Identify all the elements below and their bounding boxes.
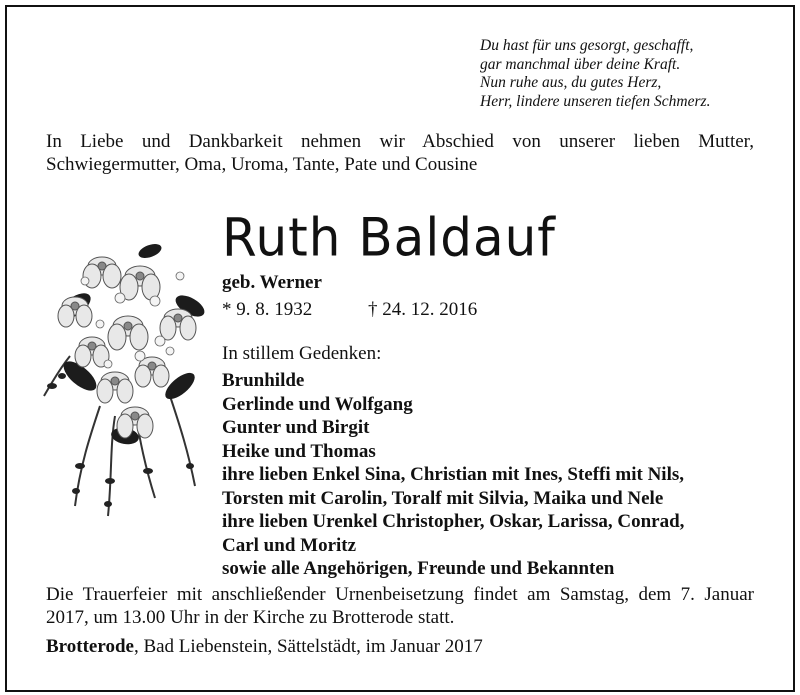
death-date: † 24. 12. 2016: [368, 299, 478, 320]
maiden-name: geb. Werner: [222, 272, 322, 293]
mourner-line: Torsten mit Carolin, Toralf mit Silvia, Maika und Nele: [222, 487, 664, 509]
place-date-line: [46, 636, 483, 658]
mourner-line: Heike und Thomas: [222, 440, 376, 462]
intro-text: In Liebe und Dankbarkeit nehmen wir Abschied von unserer lieben Mutter, Schwiegermutter, Oma, Uroma, Tante, Pate und Cousine: [46, 131, 754, 175]
poem-line: Nun ruhe aus, du gutes Herz,: [480, 74, 662, 91]
mourner-line: Brunhilde: [222, 370, 305, 391]
poem-line: Du hast für uns gesorgt, geschafft,: [480, 37, 694, 54]
mourner-line: Gunter und Birgit: [222, 417, 370, 438]
flower-bouquet-icon: [40, 236, 210, 536]
poem: [480, 37, 710, 111]
place-rest: , Bad Liebenstein, Sättelstädt, im Januar 2017: [133, 636, 483, 657]
deceased-name: Ruth Baldauf: [222, 207, 556, 268]
mourner-line: ihre lieben Urenkel Christopher, Oskar, Larissa, Conrad,: [222, 511, 685, 532]
place-bold: Brotterode: [46, 636, 134, 657]
birth-date: * 9. 8. 1932: [222, 299, 313, 320]
mourner-line: Carl und Moritz: [222, 534, 357, 556]
life-dates: [222, 299, 478, 321]
mourner-line: ihre lieben Enkel Sina, Christian mit Ines, Steffi mit Nils,: [222, 464, 685, 485]
mourners-list: [222, 369, 684, 581]
mourner-line: sowie alle Angehörigen, Freunde und Bekannten: [222, 558, 615, 579]
poem-line: Herr, lindere unseren tiefen Schmerz.: [480, 92, 711, 110]
memory-heading: In stillem Gedenken:: [222, 343, 382, 364]
service-text: Die Trauerfeier mit anschließender Urnenbeisetzung findet am Samstag, dem 7. Januar 2017, um 13.00 Uhr in der Kirche zu Brotterode statt.: [46, 584, 754, 628]
mourner-line: Gerlinde und Wolfgang: [222, 393, 413, 415]
poem-line: gar manchmal über deine Kraft.: [480, 55, 681, 73]
